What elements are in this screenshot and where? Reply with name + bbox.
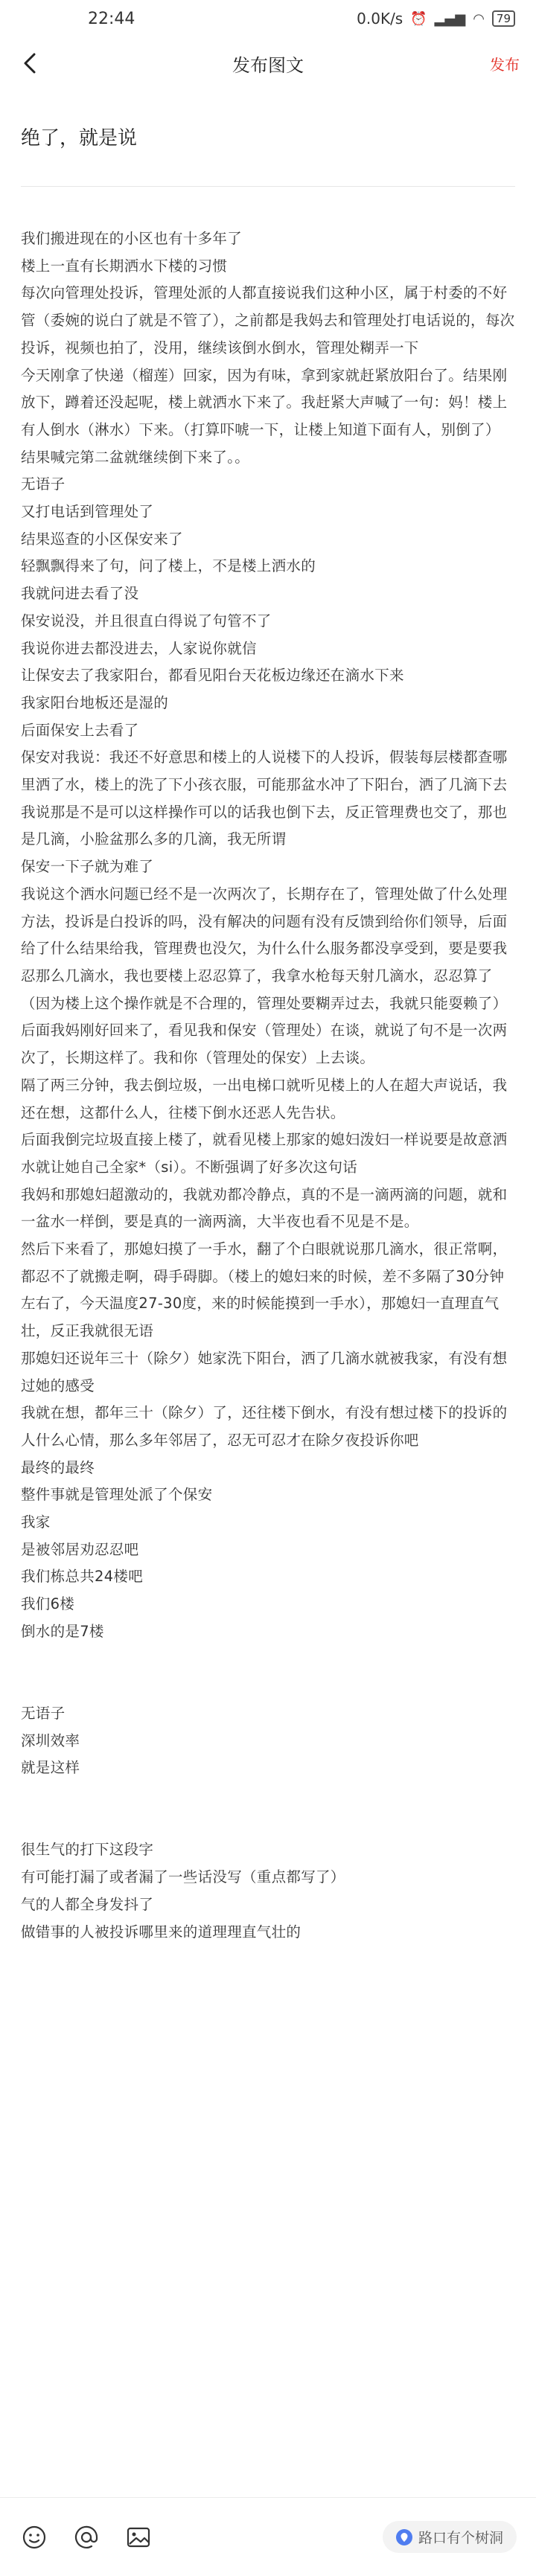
signal-icon: ▂▄▆ [434,10,466,27]
article-paragraph: 我们6楼 [21,1595,75,1613]
article-paragraph: 我们栋总共24楼吧 [21,1568,144,1586]
location-icon [396,2529,412,2545]
nav-bar [0,37,536,89]
article-paragraph: 后面我妈刚好回来了，看见我和保安（管理处）在谈，就说了句不是一次两次了，长期这样了。我和你（管理处的保安）上去谈。 [21,1022,508,1067]
article-paragraph: 我说你进去都没进去，人家说你就信 [21,639,257,657]
bottom-toolbar [0,2497,536,2576]
back-arrow-icon [21,53,39,74]
emoji-button[interactable] [19,2522,49,2552]
article-paragraph [21,1782,515,1810]
publish-button[interactable]: 发布 [490,55,520,74]
article-paragraph: 保安说没，并且很直白得说了句管不了 [21,612,272,629]
article-paragraph [21,1673,515,1700]
article-paragraph: 今天刚拿了快递（榴莲）回家，因为有味，拿到家就赶紧放阳台了。结果刚放下，蹲着还没起呢，楼上就洒水下来了。我赶紧大声喊了一句：妈！楼上有人倒水（淋水）下来。（打算吓唬一下，让楼上知道下面有人，别倒了） [21,366,508,438]
article-paragraph: 我们搬进现在的小区也有十多年了 [21,230,243,247]
mention-button[interactable] [71,2522,101,2552]
article-paragraph: 隔了两三分钟，我去倒垃圾，一出电梯口就听见楼上的人在超大声说话，我还在想，这都什么人，往楼下倒水还恶人先告状。 [21,1076,508,1121]
location-label: 路口有个树洞 [418,2530,503,2546]
article-paragraph: 保安一下子就为难了 [21,858,154,876]
image-icon [126,2525,151,2550]
article-paragraph: 整件事就是管理处派了个保安 [21,1486,213,1504]
article-paragraph: 我就在想，都年三十（除夕）了，还往楼下倒水，有没有想过楼下的投诉的人什么心情，那么多年邻居了，忍无可忍才在除夕夜投诉你吧 [21,1404,508,1449]
article-paragraph: 无语子 [21,1704,66,1722]
article-paragraph: 深圳效率 [21,1731,80,1749]
article-paragraph: 最终的最终 [21,1458,95,1476]
mention-icon [74,2525,99,2550]
emoji-icon [22,2525,47,2550]
status-indicators [357,10,515,28]
article-paragraph: 结果巡查的小区保安来了 [21,530,183,548]
article-paragraph: 很生气的打下这段字 [21,1841,154,1859]
article-paragraph: 倒水的是7楼 [21,1622,104,1640]
article-paragraph: 让保安去了我家阳台，都看见阳台天花板边缘还在滴水下来 [21,667,404,685]
network-speed: 0.0K/s [357,10,403,28]
page-title: 发布图文 [232,54,304,76]
article-paragraph: 每次向管理处投诉，管理处派的人都直接说我们这种小区，属于村委的不好管（委婉的说白了就是不管了），之前都是我妈去和管理处打电话说的，每次投诉，视频也拍了，没用，继续该倒水倒水，管理处糊弄一下 [21,284,515,356]
article-paragraph: 我就问进去看了没 [21,585,139,603]
article-paragraph: 然后下来看了，那媳妇摸了一手水，翻了个白眼就说那几滴水，很正常啊，都忍不了就搬走啊，碍手碍脚。（楼上的媳妇来的时候，差不多隔了30分钟左右了，今天温度27-30度，来的时候能摸到一手水），那媳妇一直理直气壮，反正我就很无语 [21,1240,508,1340]
article-paragraph: 后面我倒完垃圾直接上楼了，就看见楼上那家的媳妇泼妇一样说要是故意洒水就让她自己全家*（si）。不断强调了好多次这句话 [21,1131,508,1176]
article-paragraph [21,1646,515,1673]
article-paragraph: 我家阳台地板还是湿的 [21,693,169,711]
article-paragraph: 做错事的人被投诉哪里来的道理理直气壮的 [21,1923,302,1941]
article-paragraph: 就是这样 [21,1759,80,1777]
alarm-icon: ⏰ [410,10,427,27]
article-paragraph [21,1810,515,1837]
article-paragraph: 气的人都全身发抖了 [21,1895,154,1913]
title-divider [21,186,515,187]
article-paragraph: 我妈和那媳妇超激动的，我就劝都冷静点，真的不是一滴两滴的问题，就和一盆水一样倒，要是真的一滴两滴，大半夜也看不见是不是。 [21,1185,508,1231]
location-tag-button[interactable] [383,2521,517,2553]
wifi-icon: ◠ [473,10,485,27]
back-button[interactable] [21,48,51,78]
article-paragraph: 我说这个洒水问题已经不是一次两次了，长期存在了，管理处做了什么处理方法，投诉是白投诉的吗，没有解决的问题有没有反馈到给你们领导，后面给了什么结果给我，管理费也没欠，为什么什么服务都没享受到，要是要我忍那么几滴水，我也要楼上忍忍算了，我拿水枪每天射几滴水，忍忍算了（因为楼上这个操作就是不合理的，管理处要糊弄过去，我就只能耍赖了） [21,885,508,1012]
article-paragraph: 有可能打漏了或者漏了一些话没写（重点都写了） [21,1868,345,1886]
article-paragraph: 轻飘飘得来了句，问了楼上，不是楼上洒水的 [21,557,316,575]
article-paragraph: 后面保安上去看了 [21,721,139,739]
article-paragraph: 保安对我说：我还不好意思和楼上的人说楼下的人投诉，假装每层楼都查哪里洒了水，楼上的洗了下小孩衣服，可能那盆水冲了下阳台，洒了几滴下去 [21,749,508,794]
article-paragraph: 是被邻居劝忍忍吧 [21,1540,139,1558]
battery-icon: 79 [492,10,515,27]
article-paragraph: 那媳妇还说年三十（除夕）她家洗下阳台，洒了几滴水就被我家，有没有想过她的感受 [21,1349,508,1394]
image-button[interactable] [124,2522,153,2552]
status-time: 22:44 [88,9,135,28]
article-paragraph: 结果喊完第二盆就继续倒下来了。。 [21,448,250,466]
article-title-input[interactable]: 绝了，就是说 [21,127,138,150]
article-paragraph: 无语子 [21,475,66,493]
article-paragraph: 又打电话到管理处了 [21,503,154,521]
article-paragraph: 楼上一直有长期洒水下楼的习惯 [21,257,228,275]
article-paragraph: 我说那是不是可以这样操作可以的话我也倒下去，反正管理费也交了，那也是几滴，小脸盆那么多的几滴，我无所谓 [21,803,508,848]
status-bar [0,0,536,37]
article-body-input[interactable] [0,225,536,1946]
article-paragraph: 我家 [21,1513,51,1531]
